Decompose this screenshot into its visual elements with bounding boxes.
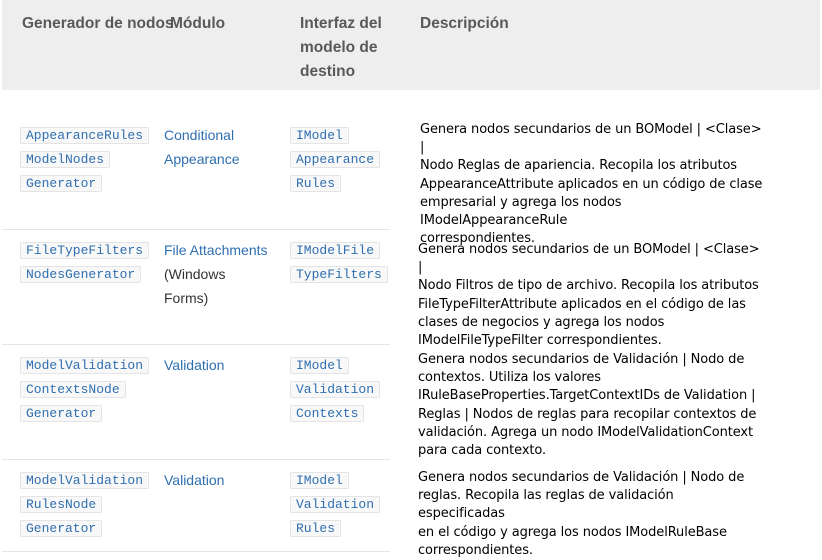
interface-code[interactable]: IModelFile [290, 241, 388, 260]
generator-code[interactable]: FileTypeFilters [20, 241, 149, 260]
interface-cell [290, 356, 380, 428]
generator-code[interactable]: ModelValidation [20, 471, 149, 490]
interface-code[interactable]: Validation [290, 380, 380, 399]
table-row [2, 90, 390, 230]
module-link[interactable]: Conditional [164, 127, 235, 143]
interface-code[interactable]: IModel [290, 356, 380, 375]
module-link[interactable]: Appearance [164, 151, 240, 167]
module-link[interactable]: Validation [164, 472, 225, 488]
generator-code[interactable]: Generator [20, 174, 149, 193]
table-header [2, 0, 820, 90]
header-description: Descripción [420, 15, 509, 32]
module-cell [164, 468, 224, 492]
module-cell [164, 353, 224, 377]
description-cell: Genera nodos secundarios de Validación | Nodo de contextos. Utiliza los valores IRuleBaseProperties.TargetContextIDs de Validation | Reglas | Nodos de reglas para recopilar contextos de validación. Agrega un nodo IModelValidationContext para cada contexto. [418, 352, 757, 459]
interface-cell [290, 471, 380, 543]
module-link[interactable]: File Attachments [164, 242, 268, 258]
generator-code[interactable]: RulesNode [20, 495, 149, 514]
generator-cell [20, 471, 149, 543]
interface-code[interactable]: Rules [290, 174, 380, 193]
generator-code[interactable]: Generator [20, 519, 149, 538]
generator-code[interactable]: ContextsNode [20, 380, 149, 399]
interface-code[interactable]: IModel [290, 126, 380, 145]
interface-code[interactable]: Validation [290, 495, 380, 514]
description-cell: Genera nodos secundarios de un BOModel | <Clase> | Nodo Reglas de apariencia. Recopila los atributos AppearanceAttribute aplicados en un código de clase empresarial y agrega los nodos IModelAppearanceRule correspondientes. [420, 122, 763, 247]
module-note: Forms) [164, 290, 209, 306]
interface-code[interactable]: Contexts [290, 404, 380, 423]
generator-code[interactable]: NodesGenerator [20, 265, 149, 284]
module-cell [164, 123, 240, 171]
table-row [2, 459, 390, 552]
generator-cell [20, 241, 149, 289]
module-link[interactable]: Validation [164, 357, 225, 373]
generator-cell [20, 126, 149, 198]
interface-code[interactable]: Rules [290, 519, 380, 538]
interface-cell [290, 126, 380, 198]
table-row [2, 229, 390, 345]
description-cell: Genera nodos secundarios de Validación | Nodo de reglas. Recopila las reglas de validación especificadas en el código y agrega los nodos IModelRuleBase correspondientes. [418, 470, 745, 558]
generator-code[interactable]: AppearanceRules [20, 126, 149, 145]
generator-code[interactable]: ModelValidation [20, 356, 149, 375]
interface-code[interactable]: Appearance [290, 150, 380, 169]
generator-cell [20, 356, 149, 428]
description-cell: Genera nodos secundarios de un BOModel | <Clase> | Nodo Filtros de tipo de archivo. Recopila los atributos FileTypeFilterAttribute aplicados en el código de las clases de negocios y agrega los nodos IModelFileTypeFilter correspondientes. [418, 242, 760, 349]
interface-code[interactable]: IModel [290, 471, 380, 490]
module-note: (Windows [164, 266, 226, 282]
module-cell [164, 238, 268, 310]
header-interface: Interfaz del modelo de destino [300, 15, 382, 80]
interface-cell [290, 241, 388, 289]
generator-code[interactable]: ModelNodes [20, 150, 149, 169]
interface-code[interactable]: TypeFilters [290, 265, 388, 284]
header-generator: Generador de nodos [22, 15, 174, 32]
table-row [2, 344, 390, 460]
header-module: Módulo [170, 15, 226, 32]
generator-code[interactable]: Generator [20, 404, 149, 423]
